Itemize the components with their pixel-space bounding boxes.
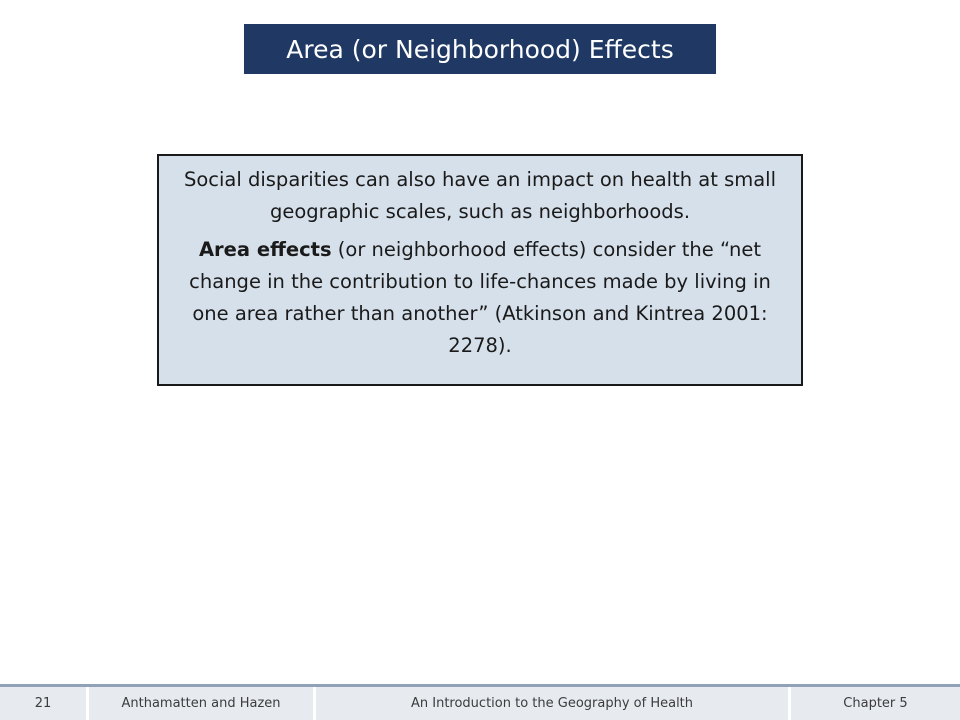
footer-chapter: Chapter 5: [843, 696, 908, 711]
term-area-effects: Area effects: [198, 238, 332, 261]
footer-authors: Anthamatten and Hazen: [121, 696, 281, 711]
slide-footer: [0, 684, 960, 720]
content-box: [157, 154, 803, 386]
footer-page-number: 21: [34, 696, 52, 711]
footer-book-title: An Introduction to the Geography of Health: [410, 696, 694, 711]
slide-title: [244, 24, 716, 74]
area-effects-definition: (or neighborhood effects) consider the “net change in the contribution to life-chances made by living in one area rather than another” (Atkinson and Kintrea 2001: 2278).: [189, 238, 771, 357]
paragraph-intro: Social disparities can also have an impact on health at small geographic scales, such as neighborhoods.: [183, 168, 777, 223]
slide-title-text: Area (or Neighborhood) Effects: [286, 34, 674, 64]
paragraph-area-effects: [173, 234, 787, 362]
